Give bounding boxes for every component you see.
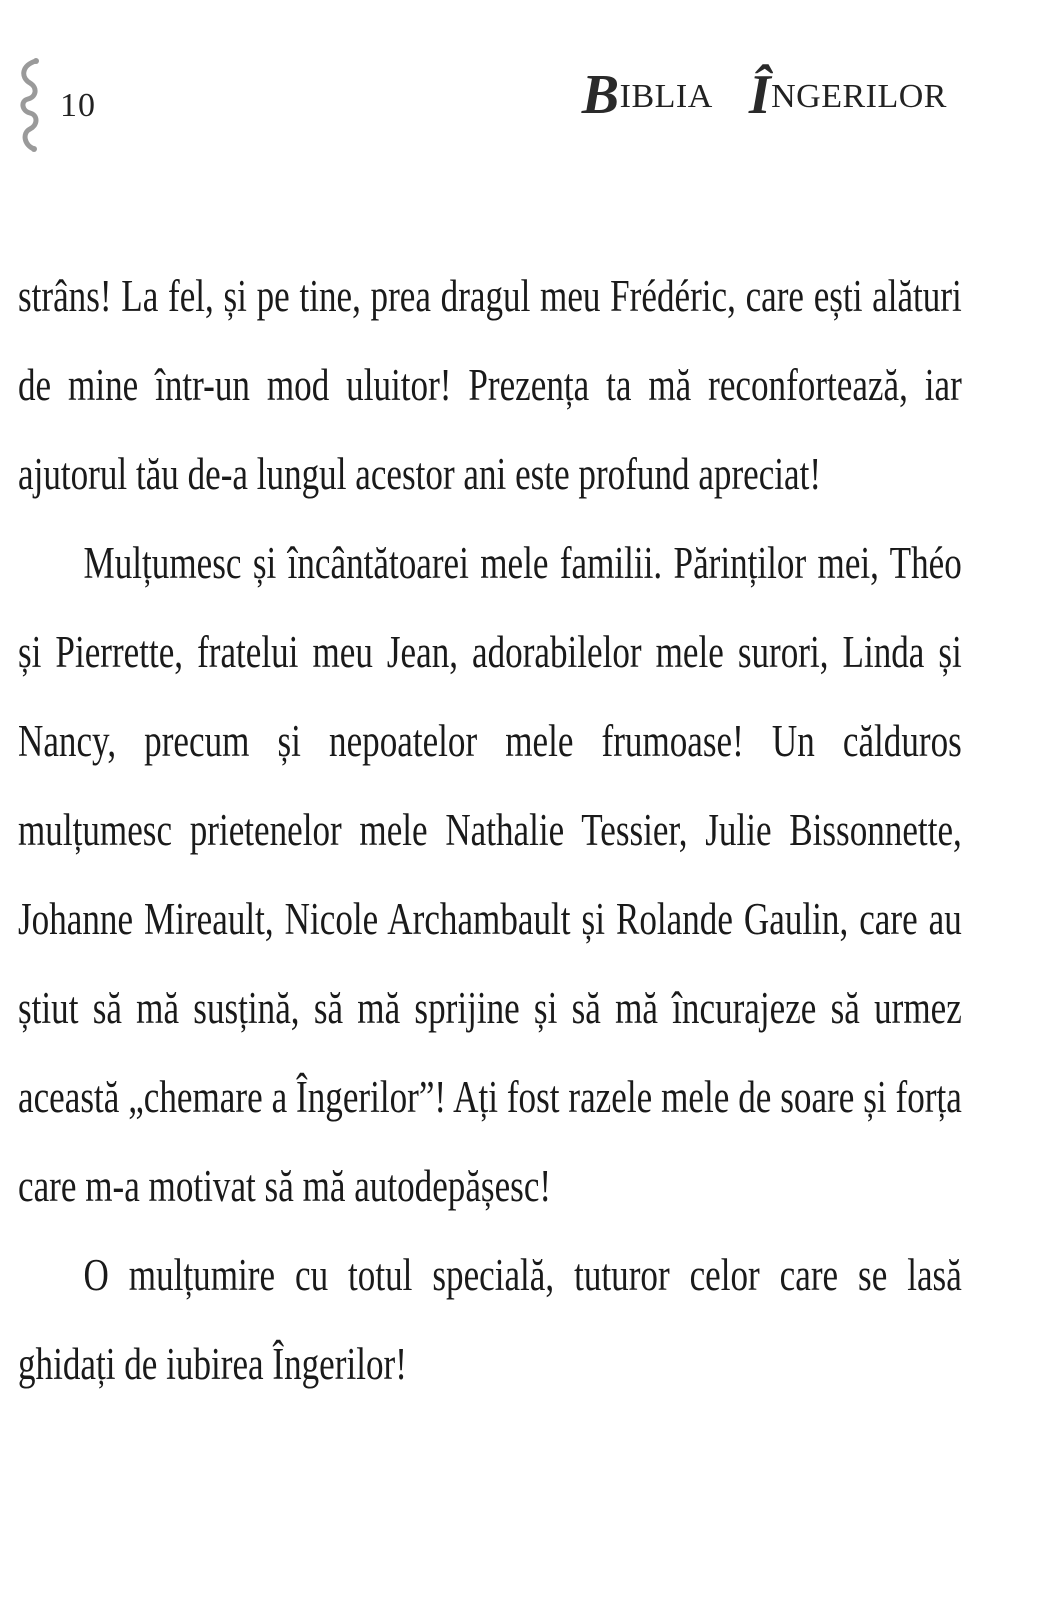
- paragraph: O mulțumire cu totul specială, tuturor celor care se lasă ghidați de iubirea Îngerilor!: [18, 1250, 962, 1389]
- title-word-ingerilor: NGERILOR: [771, 78, 947, 115]
- paragraph: Mulțumesc și încântătoarei mele familii. Părinților mei, Théo și Pierrette, fratelui meu Jean, adorabilelor mele surori, Linda și Nancy, precum și nepoatelor mele frumoase! Un călduros mulțumesc prietenelor mele Nathalie Tessier, Julie Bissonnette, Johanne Mireault, Nicole Archambault și Rolande Gaulin, care au știut să mă susțină, să mă sprijine și să mă încurajeze să urmez această „chemare a Îngerilor”! Ați fost razele mele de soare și forța care m-a motivat să mă autodepășesc!: [18, 538, 962, 1211]
- paragraph: strâns! La fel, și pe tine, prea dragul meu Frédéric, care ești alături de mine într-un mod uluitor! Prezența ta mă reconfortează, iar ajutorul tău de-a lungul acestor ani este profund apreciat!: [18, 271, 962, 499]
- title-word-biblia: IBLIA: [619, 78, 713, 115]
- title-initial-b: B: [581, 64, 620, 126]
- page-header: [0, 55, 1039, 165]
- running-title: [582, 63, 947, 127]
- swirl-ornament-icon: [16, 55, 46, 155]
- body-text: [18, 252, 962, 1409]
- page-number: 10: [60, 87, 96, 124]
- title-initial-i: Î: [748, 64, 772, 126]
